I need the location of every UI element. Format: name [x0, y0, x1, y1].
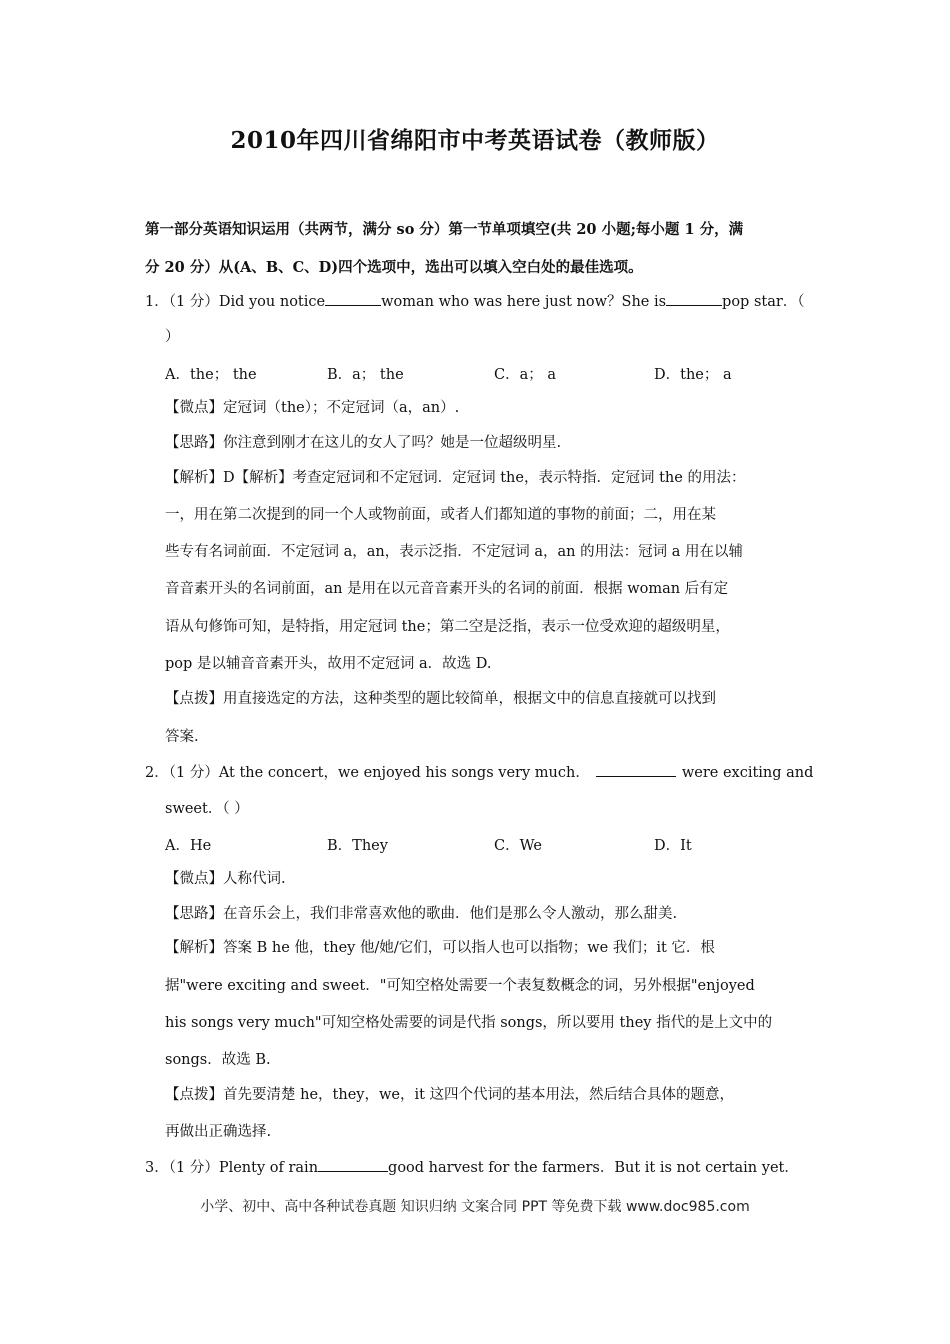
silu-note: 【思路】在音乐会上，我们非常喜欢他的歌曲．他们是那么令人激动，那么甜美. [165, 906, 678, 922]
answer-blank [325, 291, 381, 306]
jiexi-line-2: 据"were exciting and sweet．"可知空格处需要一个表复数概念的词，另外根据"enjoyed [165, 978, 755, 994]
question-score: （1 分） [168, 765, 219, 781]
jiexi-line-1: 【解析】答案 B he 他，they 他/她/它们，可以指人也可以指物；we 我们；it 它．根 [165, 940, 715, 956]
page-footer: 小学、初中、高中各种试卷真题 知识归纳 文案合同 PPT 等免费下载 www.doc985.com [200, 1199, 750, 1215]
jiexi-line-3: 些专有名词前面．不定冠词 a，an，表示泛指．不定冠词 a，an 的用法：冠词 a 用在以辅 [165, 544, 743, 560]
silu-note: 【思路】你注意到刚才在这儿的女人了吗？她是一位超级明星. [165, 435, 562, 451]
option-a: A．He [165, 838, 212, 854]
answer-blank [666, 291, 722, 306]
section-intro-line-1: 第一部分英语知识运用（共两节，满分 so 分）第一节单项填空(共 20 小题;每小题 1 分，满 [145, 221, 744, 238]
dianbo-line-1: 【点拨】用直接选定的方法，这种类型的题比较简单，根据文中的信息直接就可以找到 [165, 691, 716, 707]
option-d: D．It [654, 838, 692, 854]
weidian-note: 【微点】人称代词. [165, 871, 286, 887]
question-text: woman who was here just now？She is [381, 294, 667, 310]
question-2-stem [145, 762, 825, 783]
question-1-stem-cont: ） [165, 329, 180, 345]
jiexi-line-4: 音音素开头的名词前面，an 是用在以元音音素开头的名词的前面．根据 woman 后有定 [165, 581, 729, 597]
option-a: A．the； the [165, 367, 257, 383]
answer-blank [596, 762, 676, 777]
question-number: 3． [145, 1160, 169, 1176]
dianbo-line-2: 答案. [165, 729, 199, 745]
question-number: 2． [145, 765, 169, 781]
option-c: C．a； a [494, 367, 556, 383]
option-b: B．They [327, 838, 388, 854]
dianbo-line-1: 【点拨】首先要清楚 he，they，we，it 这四个代词的基本用法，然后结合具体的题意， [165, 1087, 735, 1103]
question-2-stem-cont: sweet．（ ） [165, 801, 249, 817]
jiexi-line-5: 语从句修饰可知，是特指，用定冠词 the；第二空是泛指，表示一位受欢迎的超级明星， [165, 619, 730, 635]
question-score: （1 分） [168, 1160, 219, 1176]
question-text: were exciting and [681, 765, 814, 781]
option-c: C．We [494, 838, 542, 854]
question-text: good harvest for the farmers．But it is not certain yet． [388, 1160, 799, 1176]
question-number: 1． [145, 294, 169, 310]
question-text: Plenty of rain [218, 1160, 319, 1176]
jiexi-line-6: pop 是以辅音音素开头，故用不定冠词 a．故选 D. [165, 656, 492, 672]
question-text: At the concert，we enjoyed his songs very much． [218, 765, 590, 781]
answer-blank [318, 1157, 388, 1172]
question-text: pop star．（ [722, 294, 805, 310]
question-3-stem [145, 1157, 825, 1178]
jiexi-line-1: 【解析】D【解析】考查定冠词和不定冠词．定冠词 the，表示特指．定冠词 the 的用法： [165, 470, 746, 486]
dianbo-line-2: 再做出正确选择. [165, 1124, 272, 1140]
option-b: B．a； the [327, 367, 404, 383]
jiexi-line-2: 一，用在第二次提到的同一个人或物前面，或者人们都知道的事物的前面；二，用在某 [165, 507, 716, 523]
option-d: D．the； a [654, 367, 732, 383]
jiexi-line-4: songs．故选 B. [165, 1052, 271, 1068]
question-text: Did you notice [218, 294, 326, 310]
jiexi-line-3: his songs very much"可知空格处需要的词是代指 songs，所以要用 they 指代的是上文中的 [165, 1015, 773, 1031]
page-title: 2010年四川省绵阳市中考英语试卷（教师版） [230, 127, 720, 154]
question-1-stem [145, 291, 825, 312]
question-score: （1 分） [168, 294, 219, 310]
weidian-note: 【微点】定冠词（the）；不定冠词（a，an）. [165, 400, 460, 416]
section-intro-line-2: 分 20 分）从(A、B、C、D)四个选项中，选出可以填入空白处的最佳选项。 [145, 259, 643, 276]
